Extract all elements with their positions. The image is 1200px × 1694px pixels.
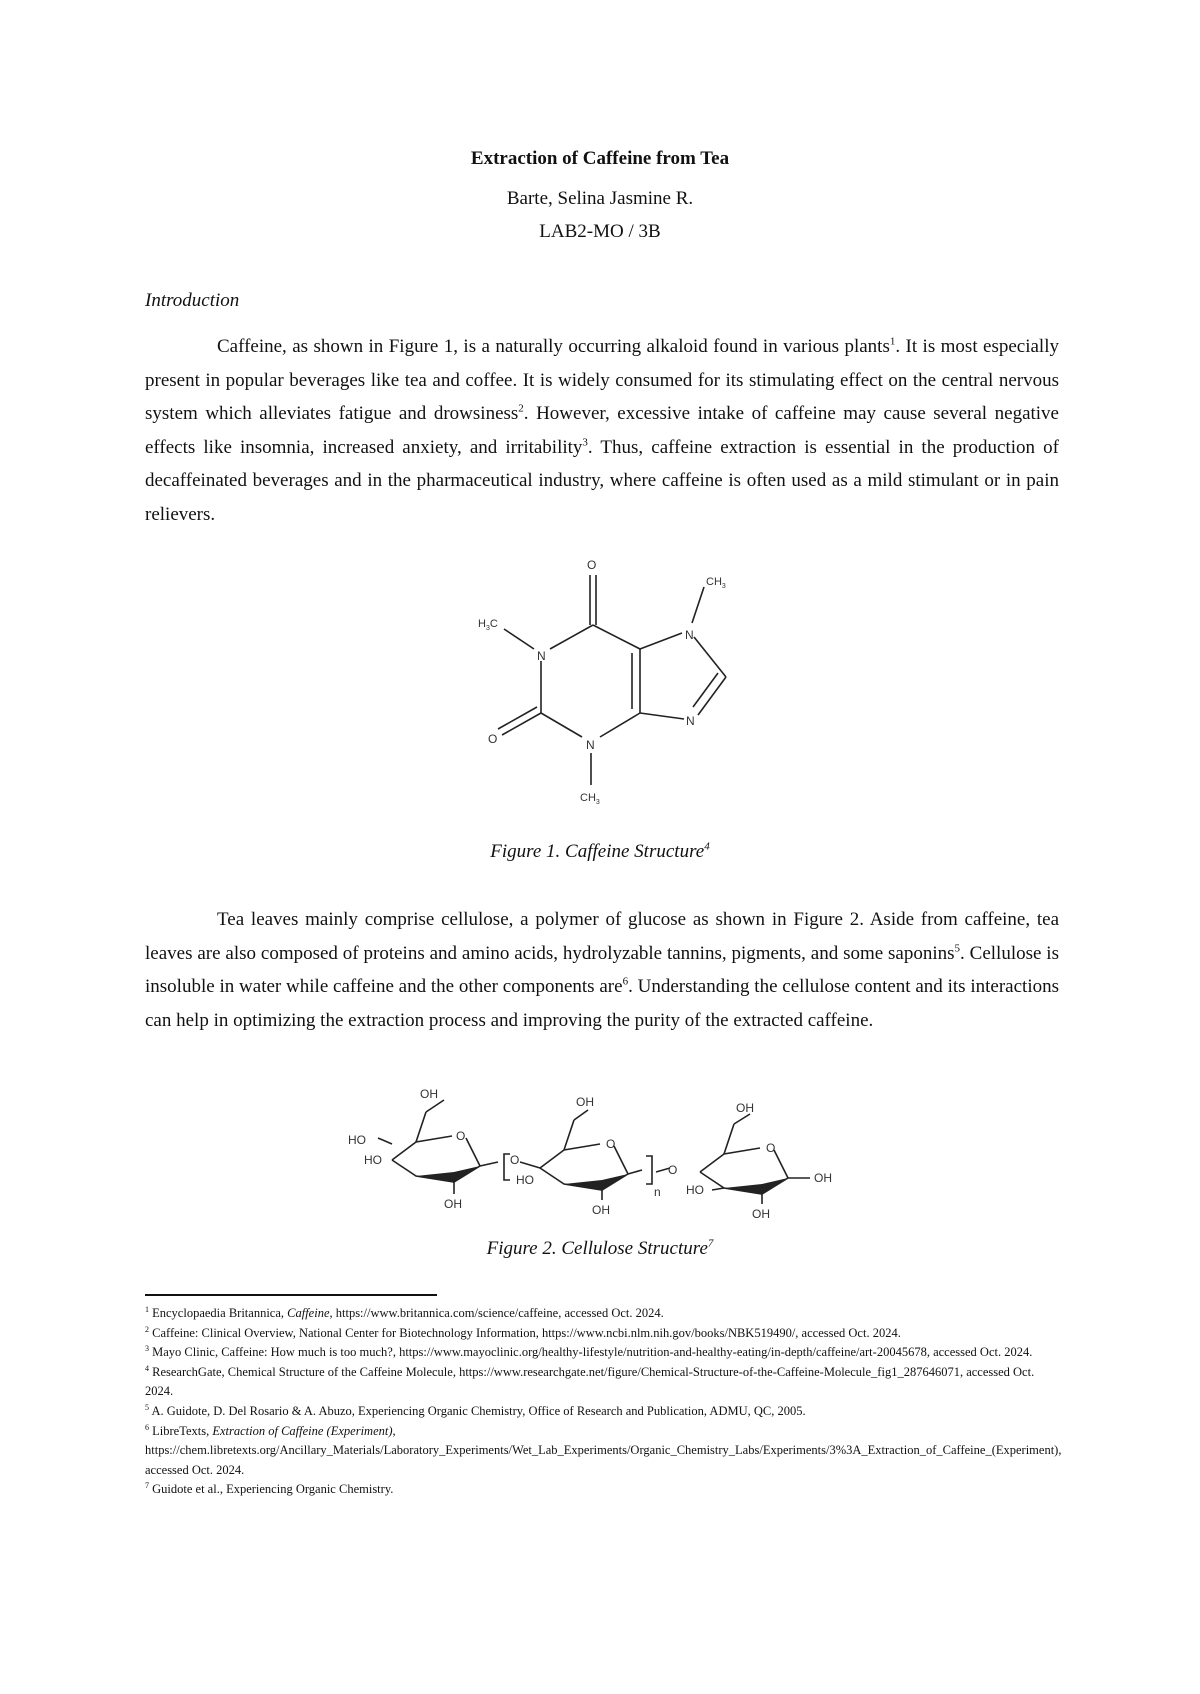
footnote-text[interactable]: ResearchGate, Chemical Structure of the Caffeine Molecule, https://www.researchgate.net/figure/Chemical-Structure-of-the-Caffeine-Molecule_fig1_287646071, accessed Oct. 2024. — [145, 1364, 1035, 1399]
p1-text-1: Caffeine, as shown in Figure 1, is a naturally occurring alkaloid found in various plants — [217, 336, 890, 357]
ring-oxygen-label-2: O — [606, 1137, 616, 1151]
p1-text-3: . However, excessive intake of caffeine may cause several negative effects like insomnia, increased anxiety, and irritability — [145, 403, 1059, 458]
ho-label-1: HO — [348, 1133, 366, 1147]
oh-label-2: OH — [444, 1197, 462, 1211]
figure-2-caption-text: Figure 2. Cellulose Structure — [486, 1238, 708, 1259]
p2-text-3: . Understanding the cellulose content and its interactions can help in optimizing the extraction process and improving the purity of the extracted caffeine. — [145, 976, 1059, 1031]
ho-label-3: HO — [516, 1173, 534, 1187]
bridge-oxygen-label-2: O — [668, 1163, 678, 1177]
nitrogen-label-1: N — [537, 649, 546, 663]
footnote-text: Guidote et al., Experiencing Organic Chemistry. — [152, 1482, 394, 1497]
footnote-separator — [145, 1294, 437, 1296]
figure-2-caption — [0, 1238, 1200, 1260]
footnote-text: A. Guidote, D. Del Rosario & A. Abuzo, Experiencing Organic Chemistry, Office of Research and Publication, ADMU, QC, 2005. — [151, 1403, 806, 1418]
caffeine-structure-figure — [430, 545, 770, 815]
footnote-text[interactable]: Caffeine: Clinical Overview, National Center for Biotechnology Information, https://www.ncbi.nlm.nih.gov/books/NBK519490/, accessed Oct. 2024. — [152, 1325, 901, 1340]
footnote-3 — [145, 1343, 1065, 1363]
ho-label-2: HO — [364, 1153, 382, 1167]
footnote-text: LibreTexts, — [152, 1423, 213, 1438]
p1-text-2: . It is most especially present in popular beverages like tea and coffee. It is widely consumed for its stimulating effect on the central nervous system which alleviates fatigue and drowsiness — [145, 336, 1059, 424]
footnote-number: 1 — [145, 1304, 149, 1314]
footnote-number: 2 — [145, 1324, 149, 1334]
nitrogen-label-3: N — [586, 738, 595, 752]
figure-1-caption-text: Figure 1. Caffeine Structure — [490, 841, 705, 862]
oxygen-label-top: O — [587, 558, 597, 572]
oh-label-7: OH — [814, 1171, 832, 1185]
footnote-ref-6[interactable]: 6 — [622, 975, 629, 988]
oh-label-5: OH — [736, 1101, 754, 1115]
footnote-7 — [145, 1480, 1065, 1500]
introduction-heading: Introduction — [145, 290, 240, 311]
footnote-number: 3 — [145, 1344, 149, 1354]
oh-label-3: OH — [576, 1095, 594, 1109]
footnote-link[interactable]: , https://chem.libretexts.org/Ancillary_Materials/Laboratory_Experiments/Wet_Lab_Experiments/Organic_Chemistry_Labs/Experiments/3%3A_Extraction_of_Caffeine_(Experiment), accessed Oct. 2024. — [145, 1423, 1062, 1477]
footnote-text: Encyclopaedia Britannica, — [152, 1306, 288, 1320]
footnote-5 — [145, 1402, 1065, 1422]
footnote-ref-2[interactable]: 2 — [518, 402, 524, 415]
oxygen-label-left: O — [488, 732, 498, 746]
footnote-number: 5 — [145, 1402, 149, 1412]
footnote-ref-1[interactable]: 1 — [889, 335, 896, 348]
footnote-number: 6 — [145, 1422, 149, 1432]
footnotes — [145, 1304, 1065, 1500]
p2-text-2: . Cellulose is insoluble in water while caffeine and the other components are — [145, 942, 1059, 997]
nitrogen-label-9: N — [686, 714, 695, 728]
class-section: LAB2-MO / 3B — [539, 221, 661, 242]
oh-label-4: OH — [592, 1203, 610, 1217]
oh-label-6: OH — [752, 1207, 770, 1221]
repeat-n-label: n — [654, 1185, 661, 1199]
footnote-2 — [145, 1324, 1065, 1344]
methyl-label-left: $H_3C$ — [478, 618, 498, 632]
p2-text-1: Tea leaves mainly comprise cellulose, a polymer of glucose as shown in Figure 2. Aside from caffeine, tea leaves are also composed of proteins and amino acids, hydrolyzable tannins, pigments, and some saponins — [145, 909, 1059, 964]
oh-label-1: OH — [420, 1087, 438, 1101]
caffeine-bonds — [498, 575, 726, 785]
methyl-label-top: $CH_3$ — [706, 576, 726, 590]
figure-1-caption — [0, 841, 1200, 863]
bridge-oxygen-label-1: O — [510, 1153, 520, 1167]
ring-oxygen-label-1: O — [456, 1129, 466, 1143]
cellulose-structure-figure — [348, 1072, 910, 1222]
footnote-text[interactable]: Mayo Clinic, Caffeine: How much is too much?, https://www.mayoclinic.org/healthy-lifestyle/nutrition-and-healthy-eating/in-depth/caffeine/art-20045678, accessed Oct. 2024. — [152, 1345, 1033, 1360]
footnote-number: 7 — [145, 1481, 149, 1491]
ho-label-4: HO — [686, 1183, 704, 1197]
footnote-ref-7[interactable]: 7 — [707, 1237, 714, 1250]
intro-paragraph-2 — [145, 903, 1059, 1037]
footnote-6 — [145, 1422, 1065, 1481]
footnote-4 — [145, 1363, 1065, 1402]
methyl-label-bottom: $CH_3$ — [580, 792, 600, 806]
footnote-ref-4[interactable]: 4 — [704, 840, 710, 853]
ring-oxygen-label-3: O — [766, 1141, 776, 1155]
footnote-1 — [145, 1304, 1065, 1324]
footnote-italic-title: Caffeine — [287, 1306, 330, 1320]
footnote-ref-3[interactable]: 3 — [582, 436, 588, 449]
cellulose-bonds — [378, 1100, 810, 1204]
intro-paragraph-1 — [145, 330, 1059, 531]
document-title: Extraction of Caffeine from Tea — [470, 148, 730, 169]
author-name: Barte, Selina Jasmine R. — [506, 188, 694, 209]
footnote-ref-5[interactable]: 5 — [954, 942, 961, 955]
footnote-number: 4 — [145, 1363, 149, 1373]
nitrogen-label-7: N — [685, 628, 694, 642]
p1-text-4: . Thus, caffeine extraction is essential in the production of decaffeinated beverages and in the pharmaceutical industry, where caffeine is often used as a mild stimulant or in pain relievers. — [145, 436, 1059, 525]
footnote-link[interactable]: , https://www.britannica.com/science/caffeine, accessed Oct. 2024. — [329, 1306, 664, 1320]
footnote-italic-title: Extraction of Caffeine (Experiment) — [212, 1423, 393, 1438]
